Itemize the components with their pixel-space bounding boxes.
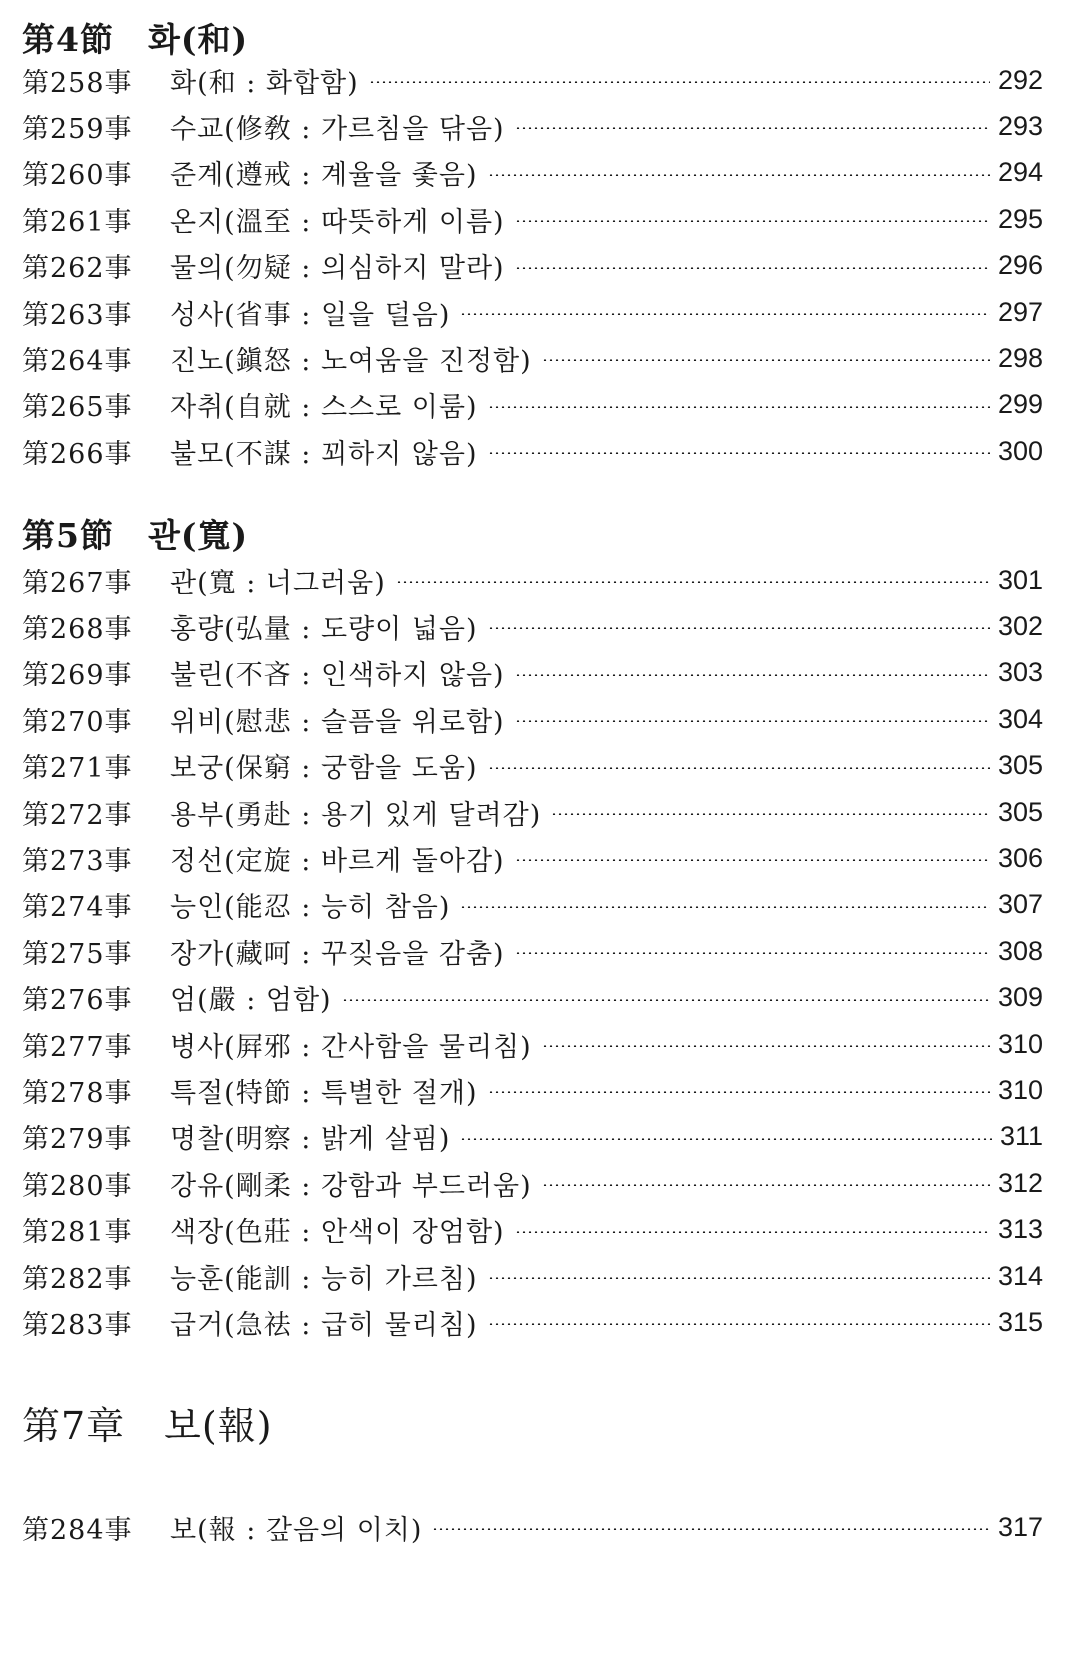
entry-page-number: 311 [999,1121,1043,1152]
entry-number: 第274事 [22,892,133,924]
entry-title: 보궁(保窮 : 궁함을 도움) [170,753,478,785]
entry-number: 第270事 [22,706,133,738]
entry-number: 第266事 [22,438,133,470]
toc-entry[interactable] [22,1115,1043,1159]
entry-page-number: 314 [997,1260,1043,1291]
dot-leader [488,452,990,454]
entry-number: 第279事 [22,1124,133,1156]
dot-leader [488,1323,990,1325]
dot-leader [369,81,990,83]
entry-number: 第271事 [22,753,133,785]
entry-page-number: 295 [997,203,1043,234]
toc-entry[interactable] [22,151,1043,195]
entry-title: 온지(溫至 : 따뜻하게 이름) [170,206,505,238]
entry-title: 정선(定旋 : 바르게 돌아감) [170,845,505,877]
entry-number: 第284事 [22,1514,133,1546]
entry-title: 장가(藏呵 : 꾸짖음을 감춤) [170,938,505,970]
toc-entry[interactable] [22,290,1043,334]
toc-entry[interactable] [22,58,1043,102]
toc-entry[interactable] [22,976,1043,1020]
toc-entry[interactable] [22,1300,1043,1344]
dot-leader [488,406,990,408]
entry-page-number: 305 [997,750,1043,781]
dot-leader [515,127,990,129]
dot-leader [488,1091,990,1093]
toc-entry[interactable] [22,1208,1043,1252]
entry-title: 화(和 : 화합함) [170,67,359,99]
entry-title: 병사(屛邪 : 간사함을 물리침) [170,1031,532,1063]
dot-leader [515,1231,990,1233]
dot-leader [342,999,990,1001]
entry-number: 第273事 [22,845,133,877]
entry-title: 급거(急祛 : 급히 물리침) [170,1309,478,1341]
toc-entry[interactable] [22,383,1043,427]
entry-page-number: 310 [997,1074,1043,1105]
dot-leader [542,1045,990,1047]
toc-entry[interactable] [22,604,1043,648]
entry-title: 보(報 : 갚음의 이치) [170,1514,423,1546]
entry-page-number: 292 [997,64,1043,95]
toc-entry[interactable] [22,104,1043,148]
dot-leader [515,674,990,676]
entry-page-number: 309 [997,982,1043,1013]
entry-title: 위비(慰悲 : 슬픔을 위로함) [170,706,505,738]
entry-number: 第261事 [22,206,133,238]
entry-number: 第264事 [22,345,133,377]
dot-leader [460,906,990,908]
dot-leader [515,952,990,954]
entry-page-number: 308 [997,935,1043,966]
entry-title: 준계(遵戒 : 계율을 좇음) [170,160,478,192]
entry-number: 第267事 [22,567,133,599]
dot-leader [396,581,990,583]
entry-title: 능훈(能訓 : 능히 가르침) [170,1263,478,1295]
chapter-title: 第7章 보(報) [22,1404,273,1448]
entry-number: 第272事 [22,799,133,831]
entry-page-number: 312 [997,1167,1043,1198]
toc-entry[interactable] [22,244,1043,288]
dot-leader [515,267,990,269]
entry-page-number: 306 [997,842,1043,873]
entry-title: 진노(鎭怒 : 노여움을 진정함) [170,345,532,377]
dot-leader [488,1277,990,1279]
dot-leader [488,767,990,769]
toc-entry[interactable] [22,1161,1043,1205]
entry-page-number: 317 [997,1511,1043,1542]
dot-leader [515,220,990,222]
dot-leader [460,313,990,315]
entry-page-number: 302 [997,610,1043,641]
toc-entry[interactable] [22,1022,1043,1066]
dot-leader [488,174,990,176]
dot-leader [515,720,990,722]
entry-page-number: 307 [997,889,1043,920]
entry-title: 불모(不謀 : 꾀하지 않음) [170,438,478,470]
entry-number: 第262事 [22,253,133,285]
entry-page-number: 301 [997,564,1043,595]
entry-page-number: 313 [997,1214,1043,1245]
toc-entry[interactable] [22,651,1043,695]
entry-number: 第265事 [22,392,133,424]
entry-number: 第259事 [22,113,133,145]
dot-leader [551,813,990,815]
entry-title: 명찰(明察 : 밝게 살핌) [170,1124,451,1156]
entry-number: 第268事 [22,613,133,645]
toc-entry[interactable] [22,1068,1043,1112]
entry-title: 자취(自就 : 스스로 이룸) [170,392,478,424]
dot-leader [542,359,990,361]
entry-number: 第258事 [22,67,133,99]
entry-title: 능인(能忍 : 능히 참음) [170,892,451,924]
toc-entry[interactable] [22,1505,1043,1549]
toc-entry[interactable] [22,1254,1043,1298]
entry-title: 색장(色莊 : 안색이 장엄함) [170,1217,505,1249]
entry-page-number: 299 [997,389,1043,420]
entry-title: 관(寬 : 너그러움) [170,567,386,599]
entry-page-number: 305 [997,796,1043,827]
entry-number: 第283事 [22,1309,133,1341]
toc-entry[interactable] [22,744,1043,788]
entry-title: 특절(特節 : 특별한 절개) [170,1077,478,1109]
entry-number: 第263事 [22,299,133,331]
toc-entry[interactable] [22,836,1043,880]
entry-page-number: 296 [997,250,1043,281]
entry-number: 第260事 [22,160,133,192]
entry-number: 第269事 [22,660,133,692]
entry-page-number: 298 [997,342,1043,373]
entry-page-number: 303 [997,657,1043,688]
entry-number: 第278事 [22,1077,133,1109]
entry-page-number: 300 [997,435,1043,466]
entry-number: 第281事 [22,1217,133,1249]
section-title: 第4節 화(和) [22,20,249,59]
entry-title: 엄(嚴 : 엄함) [170,985,332,1017]
entry-title: 수교(修敎 : 가르침을 닦음) [170,113,505,145]
entry-page-number: 293 [997,110,1043,141]
entry-title: 용부(勇赴 : 용기 있게 달려감) [170,799,542,831]
entry-title: 강유(剛柔 : 강함과 부드러움) [170,1170,532,1202]
entry-title: 물의(勿疑 : 의심하지 말라) [170,253,505,285]
entry-page-number: 310 [997,1028,1043,1059]
entry-title: 불린(不吝 : 인색하지 않음) [170,660,505,692]
entry-number: 第276事 [22,985,133,1017]
dot-leader [460,1138,992,1140]
entry-number: 第275事 [22,938,133,970]
dot-leader [515,859,990,861]
toc-entry[interactable] [22,790,1043,834]
dot-leader [542,1184,990,1186]
toc-entry[interactable] [22,883,1043,927]
entry-page-number: 315 [997,1306,1043,1337]
toc-entry[interactable] [22,929,1043,973]
entry-page-number: 304 [997,703,1043,734]
dot-leader [488,627,990,629]
entry-title: 홍량(弘量 : 도량이 넓음) [170,613,478,645]
entry-title: 성사(省事 : 일을 덜음) [170,299,451,331]
entry-number: 第282事 [22,1263,133,1295]
toc-entry[interactable] [22,558,1043,602]
entry-number: 第277事 [22,1031,133,1063]
toc-entry[interactable] [22,429,1043,473]
toc-entry[interactable] [22,197,1043,241]
entry-page-number: 297 [997,296,1043,327]
section-title: 第5節 관(寬) [22,516,249,555]
entry-page-number: 294 [997,157,1043,188]
entry-number: 第280事 [22,1170,133,1202]
dot-leader [432,1528,990,1530]
toc-entry[interactable] [22,336,1043,380]
toc-entry[interactable] [22,697,1043,741]
